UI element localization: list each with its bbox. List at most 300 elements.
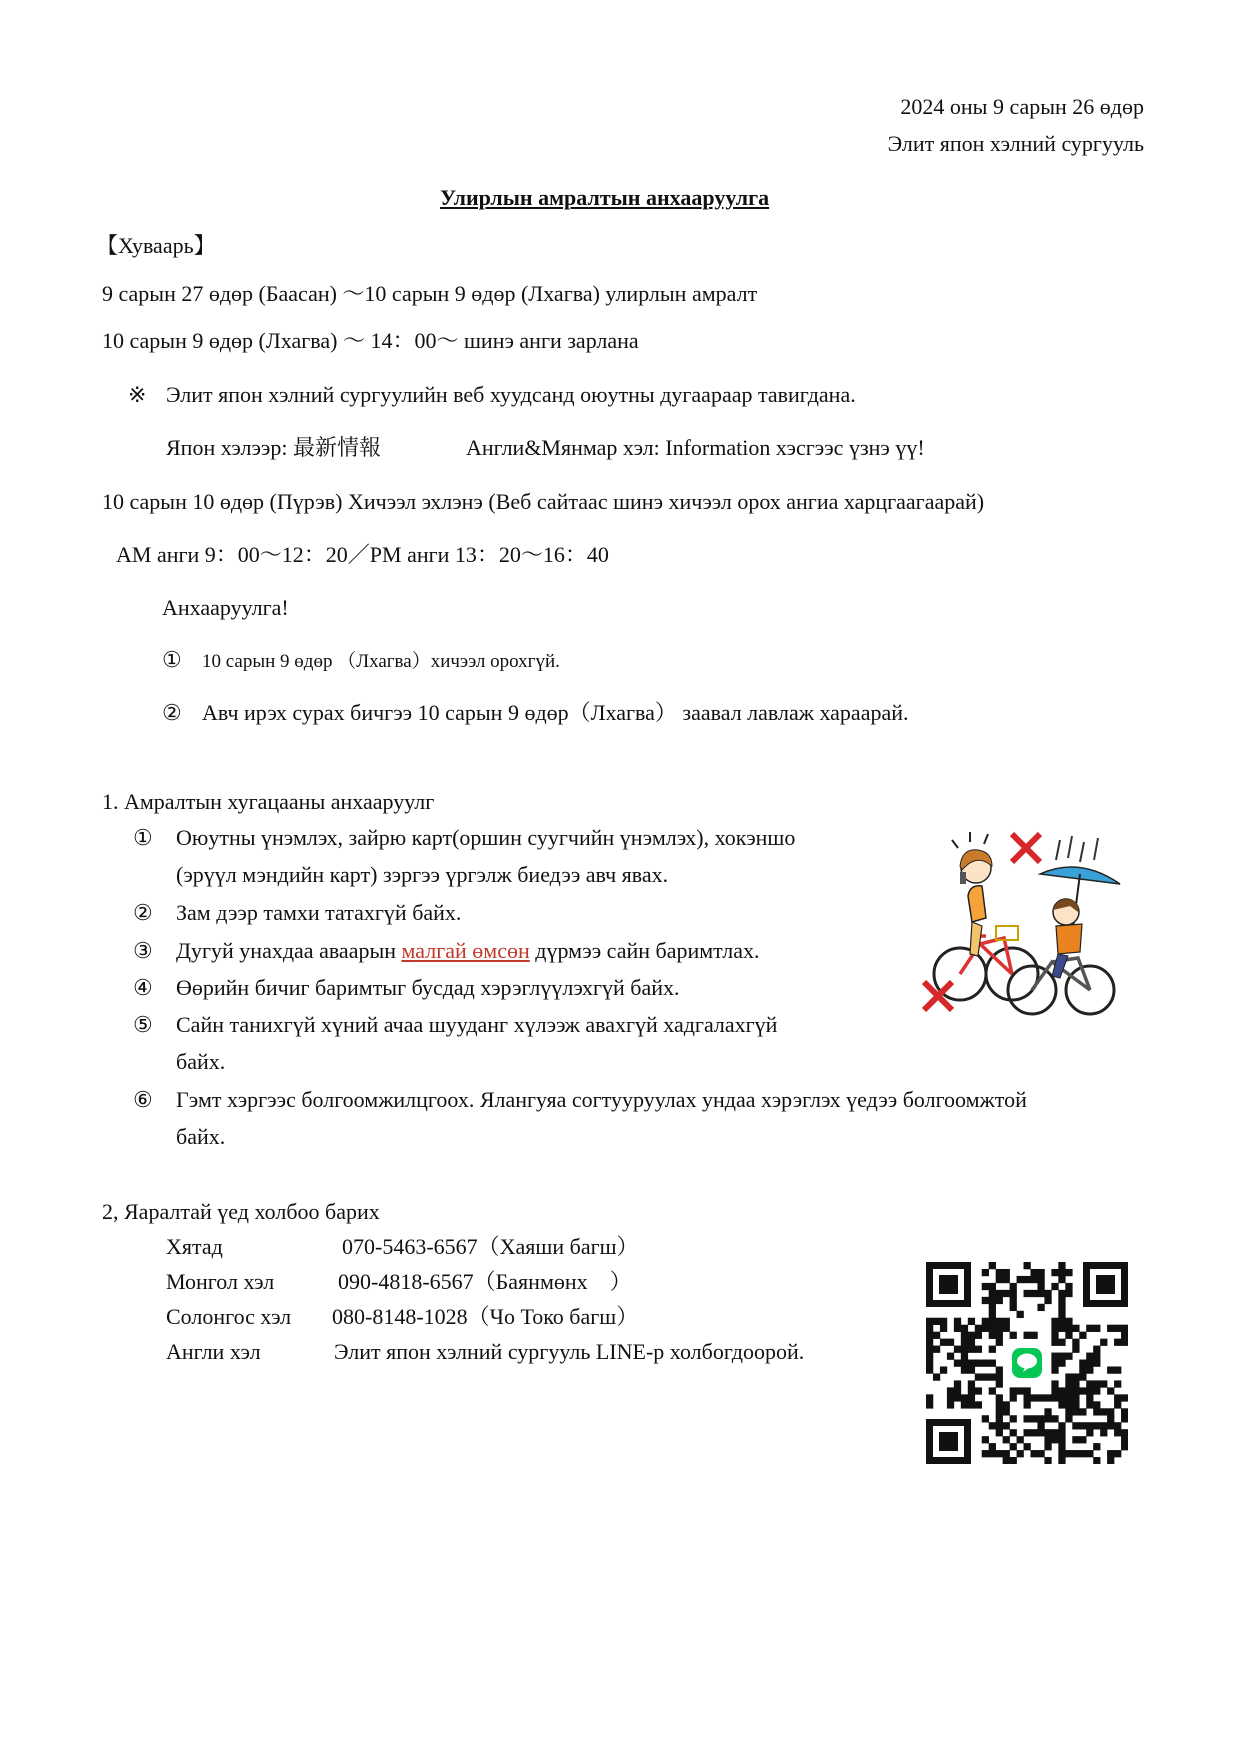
qr-module xyxy=(1065,1332,1072,1339)
rule-mark: ① xyxy=(133,825,153,850)
qr-module xyxy=(1100,1339,1107,1346)
qr-module xyxy=(1044,1436,1051,1443)
qr-module xyxy=(1037,1450,1044,1457)
rule-text xyxy=(176,936,760,966)
qr-module xyxy=(1072,1394,1079,1401)
qr-module xyxy=(1037,1429,1044,1436)
qr-module xyxy=(1030,1394,1037,1401)
qr-module xyxy=(1093,1387,1100,1394)
qr-module xyxy=(968,1366,975,1373)
english-info-label: Англи&Мянмар хэл: Information хэсгээс үзнэ үү! xyxy=(466,435,925,460)
qr-module xyxy=(1100,1408,1107,1415)
contact-language: Монгол хэл xyxy=(166,1269,275,1294)
qr-module xyxy=(1093,1457,1100,1464)
qr-module xyxy=(1107,1366,1114,1373)
qr-module xyxy=(1058,1436,1065,1443)
qr-module xyxy=(1003,1318,1010,1325)
contact-info: 090-4818-6567（Баянмөнх ） xyxy=(338,1269,632,1294)
qr-module xyxy=(1093,1401,1100,1408)
qr-module xyxy=(1093,1408,1100,1415)
qr-module xyxy=(1010,1429,1017,1436)
qr-module xyxy=(940,1325,947,1332)
qr-module xyxy=(996,1401,1003,1408)
qr-module xyxy=(1051,1353,1058,1360)
qr-module xyxy=(1065,1325,1072,1332)
qr-module xyxy=(1010,1283,1017,1290)
rule-mark: ⑥ xyxy=(133,1087,153,1112)
qr-module xyxy=(1058,1269,1065,1276)
qr-module xyxy=(1058,1450,1065,1457)
qr-module xyxy=(1086,1429,1093,1436)
qr-module xyxy=(1051,1283,1058,1290)
schedule-line-3: 10 сарын 10 өдөр (Пүрэв) Хичээл эхлэнэ (Веб сайтаас шинэ хичээл орох ангиа харцгаагаарай) xyxy=(102,489,985,514)
qr-module xyxy=(989,1297,996,1304)
class-times: AM анги 9：00～12：20／PM анги 13：20～16：40 xyxy=(116,542,609,567)
qr-module xyxy=(954,1394,961,1401)
qr-module xyxy=(1065,1318,1072,1325)
qr-module xyxy=(933,1332,940,1339)
qr-module xyxy=(1114,1366,1121,1373)
qr-module xyxy=(1044,1457,1051,1464)
qr-module xyxy=(1037,1283,1044,1290)
qr-module xyxy=(1051,1318,1058,1325)
qr-module xyxy=(975,1401,982,1408)
warning-heading: Анхааруулга! xyxy=(162,595,289,620)
qr-module xyxy=(961,1353,968,1360)
qr-module xyxy=(1051,1394,1058,1401)
qr-module xyxy=(1114,1380,1121,1387)
qr-module xyxy=(1072,1408,1079,1415)
qr-module xyxy=(975,1387,982,1394)
qr-module xyxy=(954,1346,961,1353)
qr-module xyxy=(1079,1422,1086,1429)
qr-module xyxy=(1058,1394,1065,1401)
qr-module xyxy=(961,1401,968,1408)
school-name: Элит япон хэлний сургууль xyxy=(887,131,1144,156)
qr-module xyxy=(1107,1457,1114,1464)
qr-module xyxy=(1086,1394,1093,1401)
qr-module xyxy=(1044,1290,1051,1297)
qr-module xyxy=(996,1380,1003,1387)
qr-module xyxy=(1010,1387,1017,1394)
contact-info: 080-8148-1028（Чо Токо багш） xyxy=(332,1304,639,1329)
qr-module xyxy=(989,1387,996,1394)
qr-module xyxy=(1114,1394,1121,1401)
qr-module xyxy=(1003,1408,1010,1415)
warning-item-1 xyxy=(162,645,560,677)
qr-module xyxy=(947,1339,954,1346)
qr-module xyxy=(961,1346,968,1353)
qr-module xyxy=(975,1346,982,1353)
qr-module xyxy=(1058,1318,1065,1325)
qr-module xyxy=(968,1380,975,1387)
qr-module xyxy=(1058,1297,1065,1304)
rule-mark: ③ xyxy=(133,938,153,963)
rule-text-before: Дугуй унахдаа аваарын xyxy=(176,938,402,963)
rule-mark: ⑤ xyxy=(133,1012,153,1037)
qr-module xyxy=(989,1290,996,1297)
qr-module xyxy=(1051,1429,1058,1436)
qr-module xyxy=(989,1318,996,1325)
qr-module xyxy=(1044,1394,1051,1401)
rule-mark: ② xyxy=(133,900,153,925)
qr-module xyxy=(947,1394,954,1401)
qr-module xyxy=(1058,1429,1065,1436)
qr-module xyxy=(1086,1325,1093,1332)
qr-module xyxy=(1058,1304,1065,1311)
qr-module xyxy=(1058,1401,1065,1408)
qr-module xyxy=(975,1373,982,1380)
qr-module xyxy=(926,1325,933,1332)
qr-module xyxy=(954,1325,961,1332)
qr-module xyxy=(1051,1387,1058,1394)
qr-module xyxy=(1003,1450,1010,1457)
qr-module xyxy=(1058,1262,1065,1269)
qr-module xyxy=(1030,1276,1037,1283)
qr-module xyxy=(926,1332,933,1339)
contact-language: Англи хэл xyxy=(166,1339,261,1364)
qr-module xyxy=(1037,1415,1044,1422)
rule-text: Оюутны үнэмлэх, зайрю карт(оршин суугчийн үнэмлэх), хокэншо xyxy=(176,825,796,850)
rule-text: Өөрийн бичиг баримтыг бусдад хэрэглүүлэхгүй байх. xyxy=(176,975,680,1000)
qr-module xyxy=(968,1346,975,1353)
qr-module xyxy=(954,1380,961,1387)
qr-module xyxy=(1114,1450,1121,1457)
qr-module xyxy=(982,1436,989,1443)
qr-module xyxy=(1107,1422,1114,1429)
qr-module xyxy=(1079,1366,1086,1373)
qr-module xyxy=(1024,1387,1031,1394)
qr-module xyxy=(1051,1366,1058,1373)
qr-module xyxy=(1107,1408,1114,1415)
qr-module xyxy=(968,1394,975,1401)
qr-module xyxy=(1121,1408,1128,1415)
qr-module xyxy=(1065,1290,1072,1297)
qr-module xyxy=(989,1332,996,1339)
qr-module xyxy=(1065,1269,1072,1276)
qr-module xyxy=(961,1394,968,1401)
qr-module xyxy=(1072,1387,1079,1394)
qr-module xyxy=(982,1415,989,1422)
qr-module xyxy=(1072,1450,1079,1457)
qr-module xyxy=(1086,1450,1093,1457)
qr-module xyxy=(1017,1311,1024,1318)
qr-module xyxy=(1024,1401,1031,1408)
line-icon xyxy=(1009,1345,1045,1381)
qr-module xyxy=(1072,1401,1079,1408)
qr-module xyxy=(1051,1436,1058,1443)
qr-module xyxy=(1030,1269,1037,1276)
qr-module xyxy=(1024,1290,1031,1297)
qr-module xyxy=(989,1422,996,1429)
note-mark: ※ xyxy=(128,382,147,407)
qr-module xyxy=(1037,1304,1044,1311)
qr-module xyxy=(996,1339,1003,1346)
qr-module xyxy=(996,1318,1003,1325)
qr-module xyxy=(1121,1339,1128,1346)
qr-module xyxy=(1017,1387,1024,1394)
qr-module xyxy=(1114,1422,1121,1429)
qr-module xyxy=(1037,1422,1044,1429)
qr-module xyxy=(1037,1290,1044,1297)
qr-module xyxy=(1044,1429,1051,1436)
qr-module xyxy=(968,1360,975,1367)
qr-module xyxy=(982,1325,989,1332)
qr-module xyxy=(1121,1436,1128,1443)
qr-module xyxy=(1030,1429,1037,1436)
qr-module xyxy=(996,1429,1003,1436)
section2-heading: 2, Яаралтай үед холбоо барих xyxy=(102,1199,380,1224)
qr-module xyxy=(975,1360,982,1367)
schedule-line-1: 9 сарын 27 өдөр (Баасан) ～10 сарын 9 өдөр (Лхагва) улирлын амралт xyxy=(102,281,758,306)
qr-module xyxy=(989,1450,996,1457)
qr-module xyxy=(933,1318,940,1325)
qr-module xyxy=(1051,1332,1058,1339)
qr-module xyxy=(1044,1415,1051,1422)
qr-module xyxy=(1058,1311,1065,1318)
qr-module xyxy=(996,1422,1003,1429)
qr-module xyxy=(1079,1360,1086,1367)
qr-module xyxy=(1086,1387,1093,1394)
qr-module xyxy=(1058,1360,1065,1367)
qr-module xyxy=(1003,1401,1010,1408)
qr-module xyxy=(1086,1380,1093,1387)
qr-module xyxy=(961,1325,968,1332)
qr-module xyxy=(926,1401,933,1408)
qr-module xyxy=(1100,1422,1107,1429)
qr-module xyxy=(975,1332,982,1339)
page-title: Улирлын амралтын анхааруулга xyxy=(440,185,770,210)
qr-module xyxy=(926,1346,933,1353)
qr-module xyxy=(1100,1380,1107,1387)
qr-module xyxy=(1093,1443,1100,1450)
qr-module xyxy=(1107,1450,1114,1457)
qr-module xyxy=(940,1366,947,1373)
qr-module xyxy=(1065,1415,1072,1422)
qr-module xyxy=(1072,1436,1079,1443)
contact-language: Солонгос хэл xyxy=(166,1304,292,1329)
qr-module xyxy=(961,1332,968,1339)
qr-module xyxy=(926,1394,933,1401)
qr-module xyxy=(1086,1422,1093,1429)
qr-module xyxy=(1003,1422,1010,1429)
qr-module xyxy=(982,1269,989,1276)
qr-module xyxy=(1107,1387,1114,1394)
qr-module xyxy=(1030,1415,1037,1422)
qr-module xyxy=(1003,1325,1010,1332)
qr-module xyxy=(1030,1450,1037,1457)
qr-module xyxy=(1121,1325,1128,1332)
qr-module xyxy=(989,1443,996,1450)
qr-module xyxy=(1051,1269,1058,1276)
qr-module xyxy=(1065,1373,1072,1380)
qr-module xyxy=(1010,1297,1017,1304)
qr-module xyxy=(1003,1269,1010,1276)
qr-module xyxy=(1079,1450,1086,1457)
rule-text: Гэмт хэргээс болгоомжилцгоох. Ялангуяа согтууруулах ундаа хэрэглэх үедээ болгоомжтой xyxy=(176,1087,1027,1112)
qr-module xyxy=(1093,1360,1100,1367)
qr-module xyxy=(1058,1276,1065,1283)
qr-module xyxy=(1107,1415,1114,1422)
qr-module xyxy=(1010,1304,1017,1311)
qr-module xyxy=(1010,1290,1017,1297)
qr-module xyxy=(1058,1422,1065,1429)
qr-module xyxy=(1058,1443,1065,1450)
qr-module xyxy=(1114,1325,1121,1332)
document-date: 2024 оны 9 сарын 26 өдөр xyxy=(900,94,1144,119)
qr-module xyxy=(926,1366,933,1373)
qr-module xyxy=(1093,1380,1100,1387)
qr-module xyxy=(1121,1443,1128,1450)
qr-module xyxy=(996,1325,1003,1332)
qr-module xyxy=(961,1339,968,1346)
qr-module xyxy=(947,1353,954,1360)
qr-module xyxy=(1093,1422,1100,1429)
qr-module xyxy=(996,1366,1003,1373)
qr-module xyxy=(1086,1366,1093,1373)
qr-module xyxy=(1024,1415,1031,1422)
qr-module xyxy=(1024,1262,1031,1269)
qr-module xyxy=(1065,1450,1072,1457)
qr-module xyxy=(968,1332,975,1339)
qr-code[interactable] xyxy=(926,1262,1128,1464)
note-text: Элит япон хэлний сургуулийн веб хуудсанд оюутны дугаараар тавигдана. xyxy=(166,382,856,407)
qr-module xyxy=(961,1366,968,1373)
prohibited-cross-icon xyxy=(1012,834,1040,862)
qr-module xyxy=(1037,1394,1044,1401)
qr-module xyxy=(933,1346,940,1353)
qr-module xyxy=(1010,1332,1017,1339)
rule-text-after: дүрмээ сайн баримтлах. xyxy=(529,938,760,963)
qr-module xyxy=(1010,1415,1017,1422)
qr-module xyxy=(1072,1325,1079,1332)
bicycle-illustration xyxy=(912,826,1128,1016)
qr-module xyxy=(1058,1353,1065,1360)
qr-module xyxy=(940,1339,947,1346)
qr-module xyxy=(1051,1325,1058,1332)
qr-module xyxy=(1065,1283,1072,1290)
contact-info: 070-5463-6567（Хаяши багш） xyxy=(342,1234,639,1259)
qr-module xyxy=(1065,1408,1072,1415)
qr-module xyxy=(1003,1276,1010,1283)
qr-module xyxy=(996,1450,1003,1457)
qr-module xyxy=(1114,1429,1121,1436)
qr-module xyxy=(996,1394,1003,1401)
qr-module xyxy=(926,1353,933,1360)
qr-module xyxy=(975,1325,982,1332)
qr-module xyxy=(1072,1373,1079,1380)
qr-module xyxy=(1024,1394,1031,1401)
qr-module xyxy=(1010,1457,1017,1464)
qr-module xyxy=(947,1387,954,1394)
qr-module xyxy=(1003,1457,1010,1464)
qr-module xyxy=(954,1387,961,1394)
qr-module xyxy=(1121,1415,1128,1422)
warning-mark: ② xyxy=(162,700,182,725)
qr-module xyxy=(1121,1332,1128,1339)
qr-module xyxy=(1072,1380,1079,1387)
qr-module xyxy=(996,1415,1003,1422)
qr-module xyxy=(1010,1443,1017,1450)
qr-module xyxy=(989,1262,996,1269)
qr-module xyxy=(1114,1401,1121,1408)
qr-module xyxy=(1024,1429,1031,1436)
qr-module xyxy=(1044,1408,1051,1415)
qr-module xyxy=(968,1387,975,1394)
qr-module xyxy=(982,1283,989,1290)
qr-module xyxy=(989,1283,996,1290)
qr-module xyxy=(1017,1450,1024,1457)
qr-module xyxy=(1121,1394,1128,1401)
qr-module xyxy=(1030,1290,1037,1297)
qr-module xyxy=(1093,1353,1100,1360)
qr-module xyxy=(1100,1429,1107,1436)
qr-module xyxy=(1065,1401,1072,1408)
qr-module xyxy=(1093,1346,1100,1353)
qr-module xyxy=(1051,1380,1058,1387)
qr-module xyxy=(996,1297,1003,1304)
contact-language: Хятад xyxy=(166,1234,223,1259)
qr-module xyxy=(1058,1387,1065,1394)
qr-module xyxy=(1086,1360,1093,1367)
schedule-heading: 【Хуваарь】 xyxy=(96,233,216,258)
qr-module xyxy=(996,1408,1003,1415)
qr-module xyxy=(989,1311,996,1318)
japanese-info-label: Япон хэлээр: 最新情報 xyxy=(166,435,381,460)
qr-module xyxy=(968,1401,975,1408)
rule-text: байх. xyxy=(176,1124,226,1149)
qr-module xyxy=(940,1318,947,1325)
qr-module xyxy=(1079,1373,1086,1380)
qr-module xyxy=(1072,1339,1079,1346)
qr-module xyxy=(926,1339,933,1346)
contact-info: Элит япон хэлний сургууль LINE-р холбогдоорой. xyxy=(334,1339,805,1364)
qr-module xyxy=(1003,1436,1010,1443)
qr-module xyxy=(989,1325,996,1332)
qr-module xyxy=(933,1373,940,1380)
qr-module xyxy=(1065,1353,1072,1360)
qr-module xyxy=(926,1360,933,1367)
qr-module xyxy=(982,1297,989,1304)
qr-module xyxy=(1024,1443,1031,1450)
qr-module xyxy=(1051,1360,1058,1367)
qr-module xyxy=(982,1360,989,1367)
warning-mark: ① xyxy=(162,647,182,672)
helmet-highlight: малгай өмсөн xyxy=(401,938,530,963)
qr-module xyxy=(1058,1325,1065,1332)
qr-module xyxy=(982,1373,989,1380)
qr-module xyxy=(1003,1290,1010,1297)
warning-text: Авч ирэх сурах бичгээ 10 сарын 9 өдөр（Лхагва） заавал лавлаж хараарай. xyxy=(202,700,909,725)
qr-module xyxy=(982,1318,989,1325)
rule-text: (эрүүл мэндийн карт) зэргээ үргэлж биедээ авч явах. xyxy=(176,862,669,887)
qr-module xyxy=(1017,1276,1024,1283)
qr-module xyxy=(996,1332,1003,1339)
qr-module xyxy=(996,1269,1003,1276)
qr-module xyxy=(1051,1339,1058,1346)
qr-module xyxy=(1044,1443,1051,1450)
warning-text: 10 сарын 9 өдөр （Лхагва）хичээл орохгүй. xyxy=(202,651,560,672)
qr-module xyxy=(982,1450,989,1457)
qr-module xyxy=(1065,1394,1072,1401)
rule-mark: ④ xyxy=(133,975,153,1000)
qr-module xyxy=(1072,1422,1079,1429)
qr-module xyxy=(1010,1394,1017,1401)
qr-module xyxy=(1024,1332,1031,1339)
qr-module xyxy=(1079,1332,1086,1339)
qr-module xyxy=(1079,1408,1086,1415)
qr-module xyxy=(947,1401,954,1408)
